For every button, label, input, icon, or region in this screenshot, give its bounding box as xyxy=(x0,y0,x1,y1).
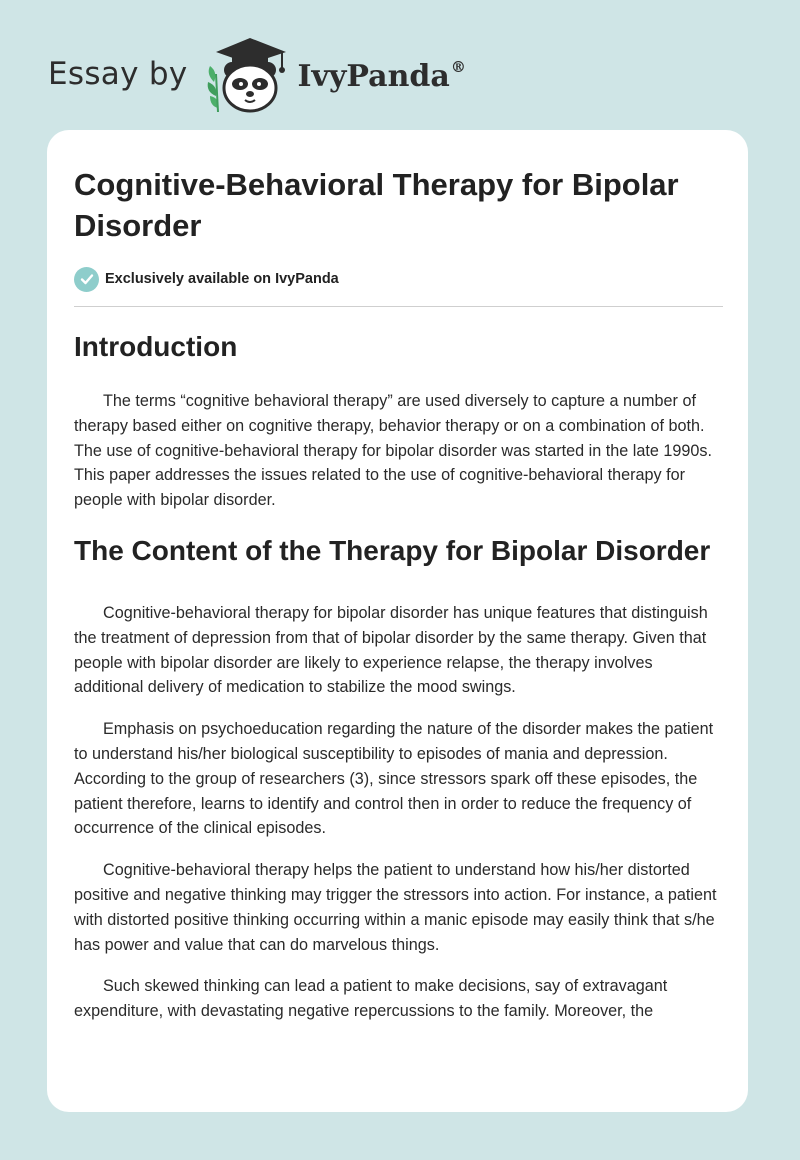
site-header xyxy=(48,34,466,114)
brand-name[interactable]: IvyPanda® xyxy=(297,58,466,94)
paragraph: Emphasis on psychoeducation regarding the nature of the disorder makes the patient to understand his/her biological susceptibility to episodes of mania and depression. According to the group of researchers (3), since stressors spark off these episodes, the patient therefore, learns to identify and control then in order to reduce the frequency of occurrence of the clinical episodes. xyxy=(74,720,714,838)
paragraph: Such skewed thinking can lead a patient to make decisions, say of extravagant expenditure, with devastating negative repercussions to the family. Moreover, the xyxy=(74,977,668,1021)
section-heading-therapy-content: The Content of the Therapy for Bipolar Disorder xyxy=(74,534,711,566)
article-content xyxy=(74,164,724,1024)
paragraph: Cognitive-behavioral therapy helps the patient to understand how his/her distorted positive and negative thinking may trigger the stressors into action. For instance, a patient with distorted positive thinking occurring within a manic episode may easily think that s/he has power and value that can do marvelous things. xyxy=(74,861,717,954)
divider xyxy=(74,306,723,307)
paragraph: The terms “cognitive behavioral therapy” are used diversely to capture a number of therapy based either on cognitive therapy, behavior therapy or on a combination of both. The use of cognitive-behavioral therapy for bipolar disorder was started in the late 1990s. This paper addresses the issues related to the use of cognitive-behavioral therapy for people with bipolar disorder. xyxy=(74,392,712,510)
article-title: Cognitive-Behavioral Therapy for Bipolar Disorder xyxy=(74,167,679,243)
check-icon xyxy=(74,267,99,292)
exclusive-label: Exclusively available on IvyPanda xyxy=(105,271,339,287)
article-card xyxy=(47,130,748,1112)
exclusive-badge xyxy=(74,265,724,293)
paragraph: Cognitive-behavioral therapy for bipolar disorder has unique features that distinguish the treatment of depression from that of bipolar disorder by the same therapy. Given that people with bipolar disorder are likely to experience relapse, the therapy involves additional delivery of medication to stabilize the mood swings. xyxy=(74,603,708,697)
registered-mark: ® xyxy=(450,58,466,76)
essay-by-label: Essay by xyxy=(48,56,188,92)
section-heading-introduction: Introduction xyxy=(74,331,238,362)
panda-logo-icon[interactable] xyxy=(202,34,292,114)
